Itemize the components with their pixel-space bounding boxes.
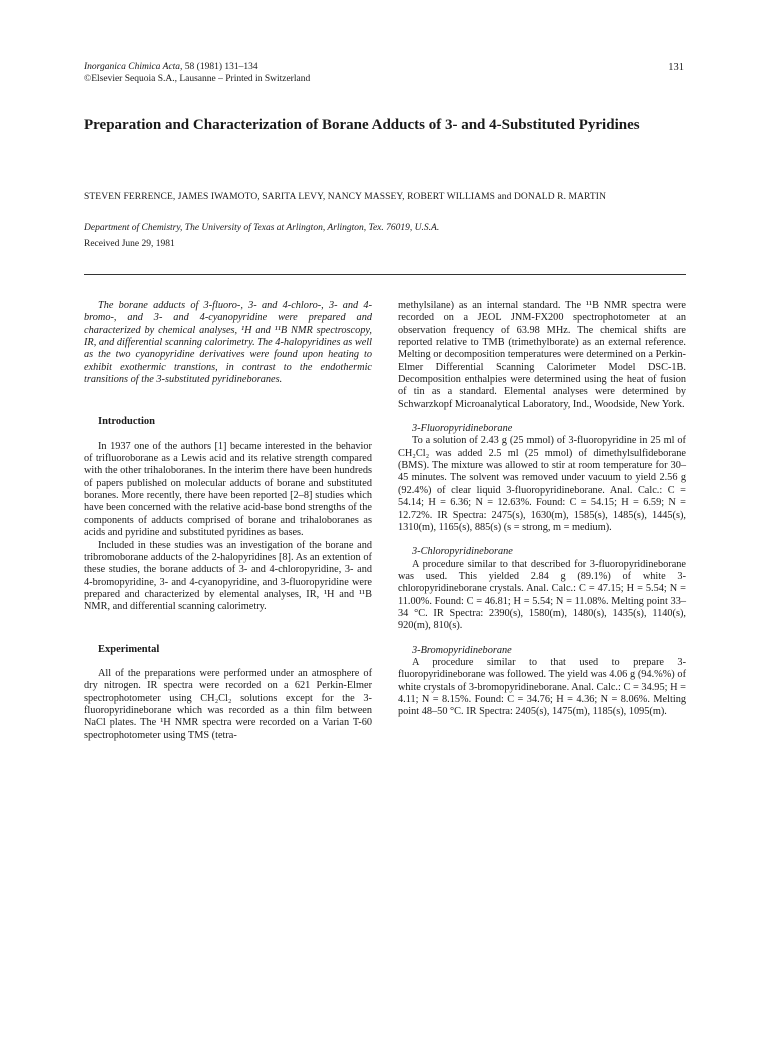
intro-paragraph-1: In 1937 one of the authors [1] became interested in the behavior of trifluoroborane as a Lewis acid and its relative strength compared with the other trihaloboranes. In the interim there have been hundreds of papers published on molecular adducts of borane and substituted boranes. More recently, there have been reported [2–8] studies which have been concerned with the relative acid-base bond strengths of the components of adducts comprised of borane and trihaloboranes as acids and pyridine and substituted pyridines as bases. [84, 440, 372, 539]
paragraph-3-bromopyridineborane: A procedure similar to that used to prepare 3-fluoropyridineborane was followed. The yield was 4.06 g (94.%%) of white crystals of 3-bromopyridineborane. Anal. Calc.: C = 34.95; H = 4.11; N = 8.15%. Found: C = 34.76; H = 4.36; N = 8.06%. Melting point 48–50 °C. IR Spectra: 2405(s), 1475(m), 1185(s), 1095(m). [398, 656, 686, 718]
page-number: 131 [668, 62, 684, 73]
experimental-paragraph: All of the preparations were performed under an atmosphere of dry nitrogen. IR spectra were recorded on a 621 Perkin-Elmer spectrophotometer using CH₂Cl₂ solutions except for the 3-fluoropyridineborane which was recorded as a thin film between NaCl plates. The ¹H NMR spectra were recorded on a Varian T-60 spectrophotometer using TMS (tetra- [84, 667, 372, 741]
abstract: The borane adducts of 3-fluoro-, 3- and 4-chloro-, 3- and 4-bromo-, and 3- and 4-cyanopyridine were prepared and characterized by chemical analyses, ¹H and ¹¹B NMR spectroscopy, IR, and differential scanning calorimetry. The 4-halopyridines as well as the two cyanopyridine derivatives were found upon heating to exhibit exothermic transtions, in contrast to the endothermic transitions of the 3-substituted pyridineboranes. [84, 300, 372, 386]
intro-paragraph-2: Included in these studies was an investigation of the borane and tribromoborane adducts of the 2-halopyridines [8]. As an extention of these studies, the borane adducts of 3- and 4-chloropyridine, 3- and 4-bromopyridine, 3- and 4-cyanopyridine, and 3-fluoropyridine were prepared and characterized by elemental analyses, IR, ¹H and ¹¹B NMR, and differential scanning calorimetry. [84, 539, 372, 613]
left-column [84, 300, 372, 742]
journal-name: Inorganica Chimica Acta, [84, 62, 183, 72]
section-heading-experimental: Experimental [98, 643, 160, 655]
paragraph-3-fluoropyridineborane: To a solution of 2.43 g (25 mmol) of 3-fluoropyridine in 25 ml of CH₂Cl₂ was added 2.5 ml (25 mmol) of dimethylsulfideborane (BMS). The mixture was allowed to stir at room temperature for 30–45 minutes. The solvent was removed under vacuum to yield 2.56 g (92.4%) of clear liquid 3-fluoropyridineborane. Anal. Calc.: C = 54.14; H = 6.36; N = 12.63%. Found: C = 54.15; H = 6.59; N = 12.72%. IR Spectra: 2475(s), 1630(m), 1585(s), 1485(s), 1445(s), 1310(m), 1165(s), 885(s) (s = strong, m = medium). [398, 435, 686, 533]
header-divider [84, 274, 686, 275]
journal-header [84, 61, 684, 85]
article-title: Preparation and Characterization of Borane Adducts of 3- and 4-Substituted Pyridines [84, 117, 640, 133]
experimental-paragraph-continued: methylsilane) as an internal standard. The ¹¹B NMR spectra were recorded on a JEOL JNM-FX200 spectrophotometer at an observation frequency of 63.98 MHz. The chemical shifts are reported relative to TMB (trimethylborate) as an external reference. Melting or decomposition temperatures were determined on a Perkin-Elmer Differential Scanning Calorimeter Model DSC-1B. Decomposition enthalpies were determined using the heat of fusion of tin as a standard. Elemental analyses were determined by Schwarzkopf Microanalytical Laboratory, Ind., Woodside, New York. [398, 300, 686, 410]
author-list: STEVEN FERRENCE, JAMES IWAMOTO, SARITA LEVY, NANCY MASSEY, ROBERT WILLIAMS and DONALD R. MARTIN [84, 192, 607, 202]
journal-volume-pages: 58 (1981) 131–134 [182, 62, 258, 72]
paragraph-3-chloropyridineborane: A procedure similar to that described for 3-fluoropyridineborane was used. This yielded 2.84 g (89.1%) of white 3-chloropyridineborane crystals. Anal. Calc.: C = 47.15; H = 5.54; N = 11.00%. Found: C = 46.81; H = 5.54; N = 11.08%. Melting point 33–34 °C. IR Spectra: 2390(s), 1580(m), 1480(s), 1435(s), 1140(s), 920(m), 810(s). [398, 558, 686, 632]
right-column [398, 300, 686, 719]
subheading-3-chloropyridineborane: 3-Chloropyridineborane [412, 546, 513, 558]
section-heading-introduction: Introduction [98, 416, 155, 428]
copyright-line: ©Elsevier Sequoia S.A., Lausanne – Printed in Switzerland [84, 74, 311, 84]
received-date: Received June 29, 1981 [84, 239, 175, 249]
journal-citation [84, 61, 684, 73]
subheading-3-bromopyridineborane: 3-Bromopyridineborane [412, 644, 512, 656]
subheading-3-fluoropyridineborane: 3-Fluoropyridineborane [412, 423, 513, 435]
affiliation: Department of Chemistry, The University of Texas at Arlington, Arlington, Tex. 76019, U.S.A. [84, 223, 440, 233]
